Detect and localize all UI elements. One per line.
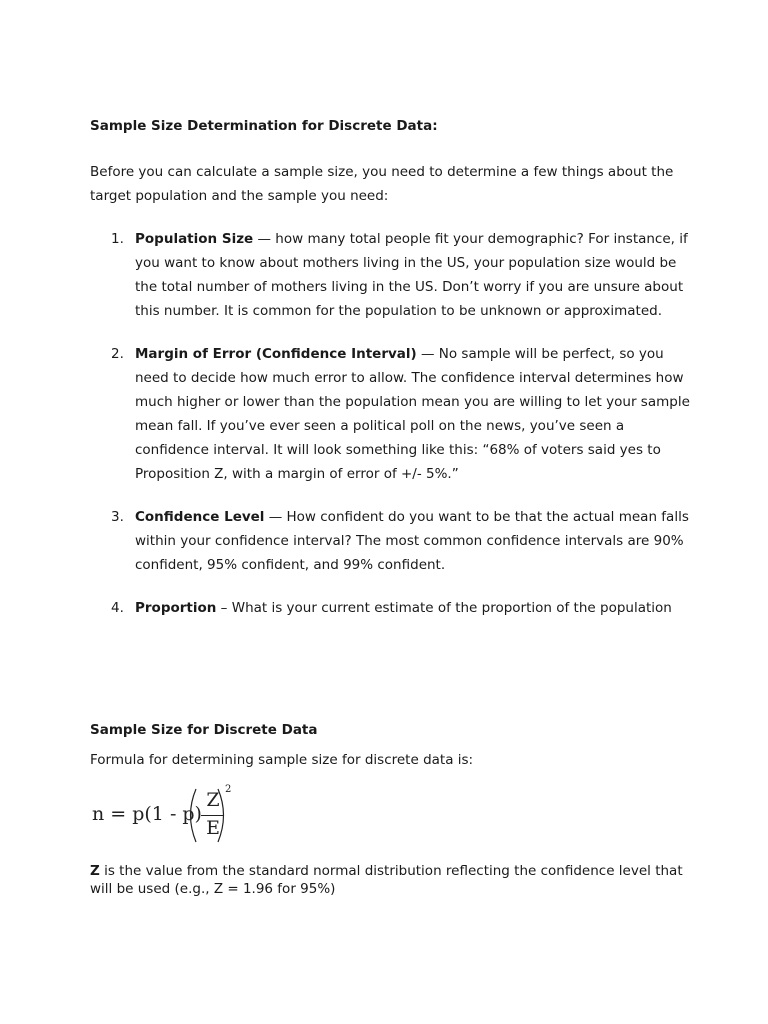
z-definition [90, 862, 690, 898]
section-heading-determination: Sample Size Determination for Discrete Data: [90, 118, 438, 134]
intro-paragraph: Before you can calculate a sample size, you need to determine a few things about the target population and the sample you need: [90, 164, 674, 204]
list-item-term: Proportion [135, 600, 217, 616]
formula-denominator: E [206, 817, 220, 839]
list-item-text: — No sample will be perfect, so you need to decide how much error to allow. The confidence interval determines how much higher or lower than the population mean you are willing to let your sample mean fall. If you’ve ever seen a political poll on the news, you’ve seen a confidence interval. It will look something like this: “68% of voters said yes to Proposition Z, with a margin of error of +/- 5%.” [135, 346, 690, 482]
list-item [90, 342, 690, 486]
formula-intro-text: Formula for determining sample size for discrete data is: [90, 752, 474, 768]
list-item-number: 4. [111, 600, 124, 616]
formula-numerator: Z [206, 789, 220, 811]
sample-size-formula [92, 784, 252, 846]
list-item-number: 1. [111, 231, 124, 247]
z-definition-text: is the value from the standard normal distribution reflecting the confidence level that will be used (e.g., Z = 1.96 for 95%) [90, 863, 683, 897]
z-term: Z [90, 863, 100, 879]
requirements-list [90, 227, 690, 639]
list-item-number: 2. [111, 346, 124, 362]
list-item [90, 227, 690, 323]
formula-exponent: 2 [225, 784, 232, 795]
formula-lhs: n = p(1 - p) [92, 803, 202, 825]
list-item-text: — how many total people fit your demographic? For instance, if you want to know about mothers living in the US, your population size would be the total number of mothers living in the US. Don’t worry if you are unsure about this number. It is common for the population to be unknown or approximated. [135, 231, 688, 319]
list-item-term: Population Size [135, 231, 254, 247]
list-item [90, 596, 690, 620]
list-item-text: – What is your current estimate of the proportion of the population [216, 600, 672, 616]
list-item-term: Confidence Level [135, 509, 265, 525]
list-item [90, 505, 690, 577]
section-heading-sample-size: Sample Size for Discrete Data [90, 722, 318, 738]
list-item-number: 3. [111, 509, 124, 525]
list-item-text: — How confident do you want to be that the actual mean falls within your confidence interval? The most common confidence intervals are 90% confident, 95% confident, and 99% confident. [135, 509, 689, 573]
fraction-bar [201, 815, 223, 816]
list-item-term: Margin of Error (Confidence Interval) [135, 346, 417, 362]
